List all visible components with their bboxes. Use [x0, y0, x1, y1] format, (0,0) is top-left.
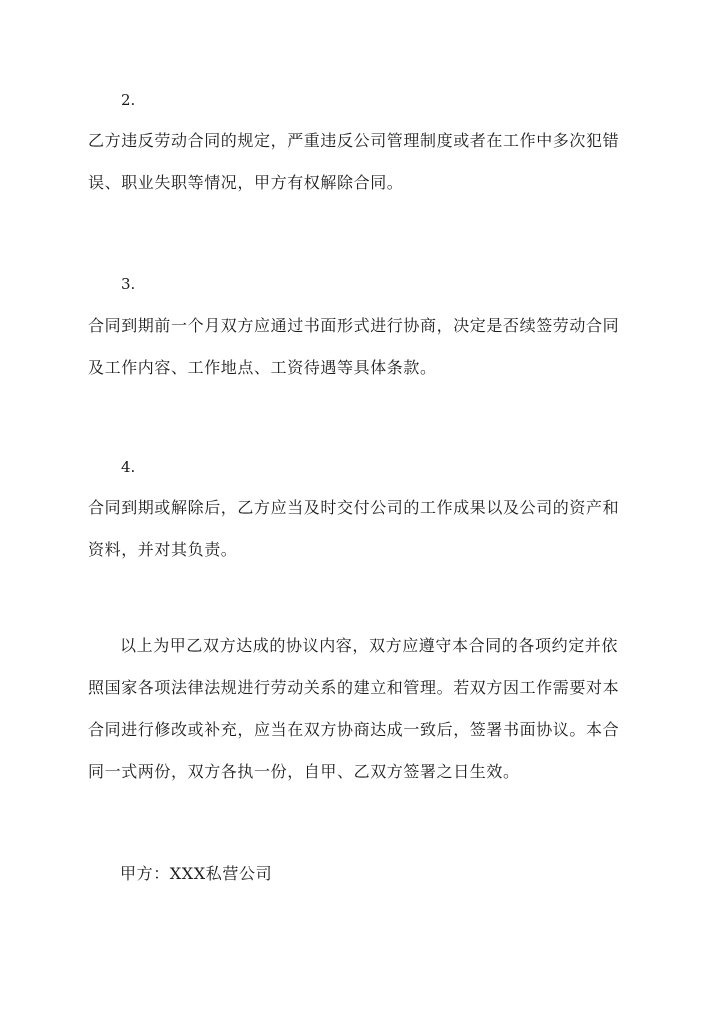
clause-line: 及工作内容、工作地点、工资待遇等具体条款。 [88, 358, 437, 377]
clause-line: 合同到期或解除后，乙方应当及时交付公司的工作成果以及公司的资产和 [88, 498, 620, 517]
closing-line: 照国家各项法律法规进行劳动关系的建立和管理。若双方因工作需要对本 [88, 678, 620, 697]
clause-number: 3. [121, 275, 136, 293]
clause-line: 资料，并对其负责。 [88, 540, 238, 559]
closing-paragraph [88, 625, 648, 793]
clause-line: 合同到期前一个月双方应通过书面形式进行协商，决定是否续签劳动合同 [88, 316, 620, 335]
clause-line: 乙方违反劳动合同的规定，严重违反公司管理制度或者在工作中多次犯错 [88, 131, 620, 150]
closing-line: 合同进行修改或补充，应当在双方协商达成一致后，签署书面协议。本合 [88, 720, 620, 739]
party-a-signature: 甲方：XXX私营公司 [120, 864, 273, 883]
clause-number: 2. [121, 91, 136, 109]
clause-text [88, 120, 648, 204]
clause-number: 4. [121, 458, 136, 476]
closing-line: 以上为甲乙双方达成的协议内容，双方应遵守本合同的各项约定并依 [120, 636, 619, 655]
signature-block [88, 853, 648, 895]
clause-line: 误、职业失职等情况，甲方有权解除合同。 [88, 173, 404, 192]
closing-line: 同一式两份，双方各执一份，自甲、乙双方签署之日生效。 [88, 762, 520, 781]
clause-text [88, 305, 648, 389]
clause-text [88, 487, 648, 571]
